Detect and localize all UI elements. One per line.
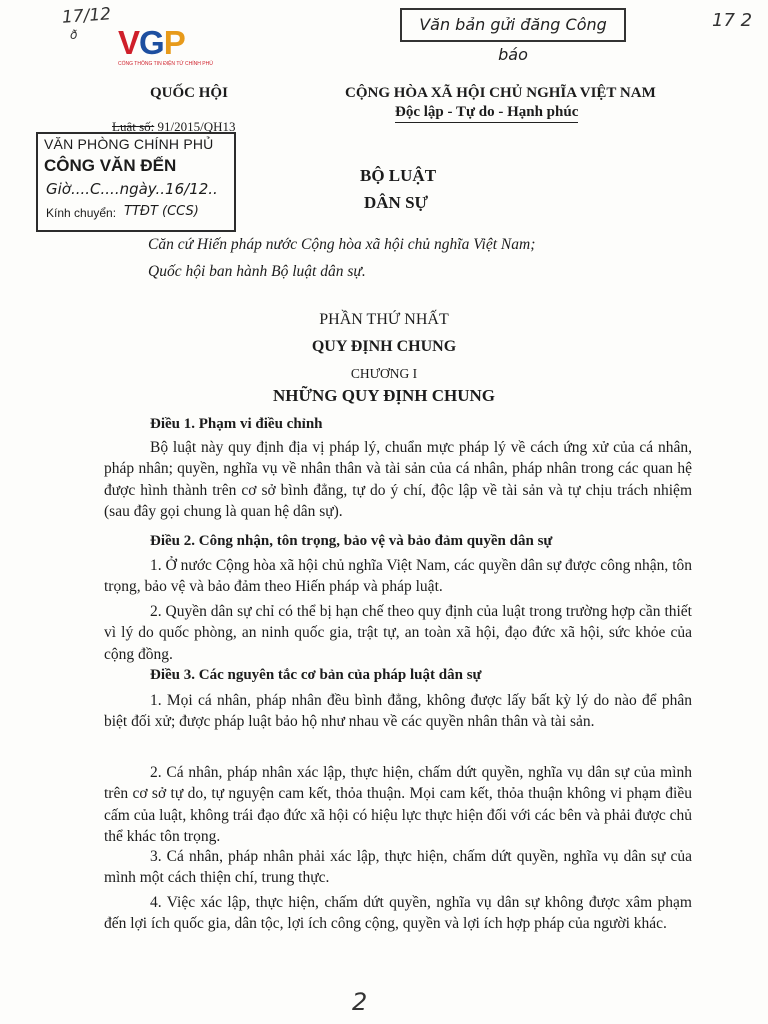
- preamble-basis: Căn cứ Hiến pháp nước Cộng hòa xã hội chủ nghĩa Việt Nam;: [148, 236, 536, 253]
- article-2-paragraph-1: 1. Ở nước Cộng hòa xã hội chủ nghĩa Việt Nam, các quyền dân sự được công nhận, tôn trọng, bảo vệ và bảo đảm theo Hiến pháp và pháp luật.: [104, 557, 692, 596]
- stamp-office-name: VĂN PHÒNG CHÍNH PHỦ: [44, 136, 214, 152]
- article-2-paragraph-2: 2. Quyền dân sự chỉ có thể bị hạn chế theo quy định của luật trong trường hợp cần thiết vì lý do quốc phòng, an ninh quốc gia, trật tự, an toàn xã hội, đạo đức xã hội, sức khỏe của cộng đồng.: [104, 603, 692, 663]
- preamble-enactment: Quốc hội ban hành Bộ luật dân sự.: [148, 263, 366, 280]
- logo-letter-v: V: [118, 24, 140, 61]
- gazette-submission-stamp: Văn bản gửi đăng Công báo: [400, 8, 626, 42]
- handwritten-date-note: 17/12: [61, 4, 112, 28]
- article-1-paragraph-1: Bộ luật này quy định địa vị pháp lý, chuẩn mực pháp lý về cách ứng xử của cá nhân, pháp nhân; quyền, nghĩa vụ về nhân thân và tài sản của cá nhân, pháp nhân trong các quan hệ được hình thành trên cơ sở bình đẳng, tự do ý chí, độc lập về tài sản và tự chịu trách nhiệm (sau đây gọi chung là quan hệ dân sự).: [104, 439, 692, 520]
- chapter-title: NHỮNG QUY ĐỊNH CHUNG: [272, 386, 496, 405]
- vgp-logo: [118, 26, 214, 68]
- part-heading: PHẦN THỨ NHẤT: [319, 311, 449, 328]
- stamp-forward-label: Kính chuyển:: [46, 206, 117, 220]
- national-title: CỘNG HÒA XÃ HỘI CHỦ NGHĨA VIỆT NAM: [345, 85, 656, 101]
- article-3-paragraph-4: 4. Việc xác lập, thực hiện, chấm dứt quyền, nghĩa vụ dân sự không được xâm phạm đến lợi ích quốc gia, dân tộc, lợi ích công cộng, quyền và lợi ích hợp pháp của người khác.: [104, 894, 692, 933]
- part-title: QUY ĐỊNH CHUNG: [311, 338, 457, 355]
- stamp-title: CÔNG VĂN ĐẾN: [44, 156, 177, 175]
- logo-tagline: CỔNG THÔNG TIN ĐIỆN TỬ CHÍNH PHỦ: [118, 61, 213, 67]
- article-2-title: Điều 2. Công nhận, tôn trọng, bảo vệ và bảo đảm quyền dân sự: [150, 533, 553, 549]
- handwritten-mark: ð: [70, 28, 78, 42]
- stamp-date-line: Giờ....C....ngày..16/12..: [46, 180, 218, 198]
- article-3-paragraph-2: 2. Cá nhân, pháp nhân xác lập, thực hiện, chấm dứt quyền, nghĩa vụ dân sự của mình trên cơ sở tự do, tự nguyện cam kết, thỏa thuận. Mọi cam kết, thỏa thuận không vi phạm điều cấm của luật, không trái đạo đức xã hội có hiệu lực thực hiện đối với các bên và phải được chủ thể khác tôn trọng.: [104, 764, 692, 845]
- handwritten-corner-number: 17 2: [712, 10, 753, 31]
- stamp-forward-value: TTĐT (CCS): [124, 204, 199, 219]
- article-3-paragraph-3: 3. Cá nhân, pháp nhân phải xác lập, thực hiện, chấm dứt quyền, nghĩa vụ dân sự của mình một cách thiện chí, trung thực.: [104, 848, 692, 887]
- article-3-title: Điều 3. Các nguyên tắc cơ bản của pháp luật dân sự: [150, 667, 482, 683]
- chapter-number: CHƯƠNG I: [350, 366, 418, 381]
- logo-letter-p: P: [163, 24, 185, 61]
- logo-letter-g: G: [139, 24, 164, 61]
- document-title-line-2: DÂN SỰ: [364, 193, 429, 212]
- issuing-organization: QUỐC HỘI: [150, 85, 228, 101]
- incoming-document-stamp: [36, 132, 236, 232]
- document-title-line-1: BỘ LUẬT: [360, 166, 437, 185]
- law-number-label: Luật số:: [112, 119, 155, 134]
- national-motto: Độc lập - Tự do - Hạnh phúc: [395, 104, 578, 123]
- article-3-paragraph-1: 1. Mọi cá nhân, pháp nhân đều bình đẳng, không được lấy bất kỳ lý do nào để phân biệt đối xử; được pháp luật bảo hộ như nhau về các quyền nhân thân và tài sản.: [104, 692, 692, 731]
- law-number-value: 91/2015/QH13: [154, 119, 236, 134]
- article-1-title: Điều 1. Phạm vi điều chỉnh: [150, 416, 323, 432]
- handwritten-page-number: 2: [352, 988, 368, 1016]
